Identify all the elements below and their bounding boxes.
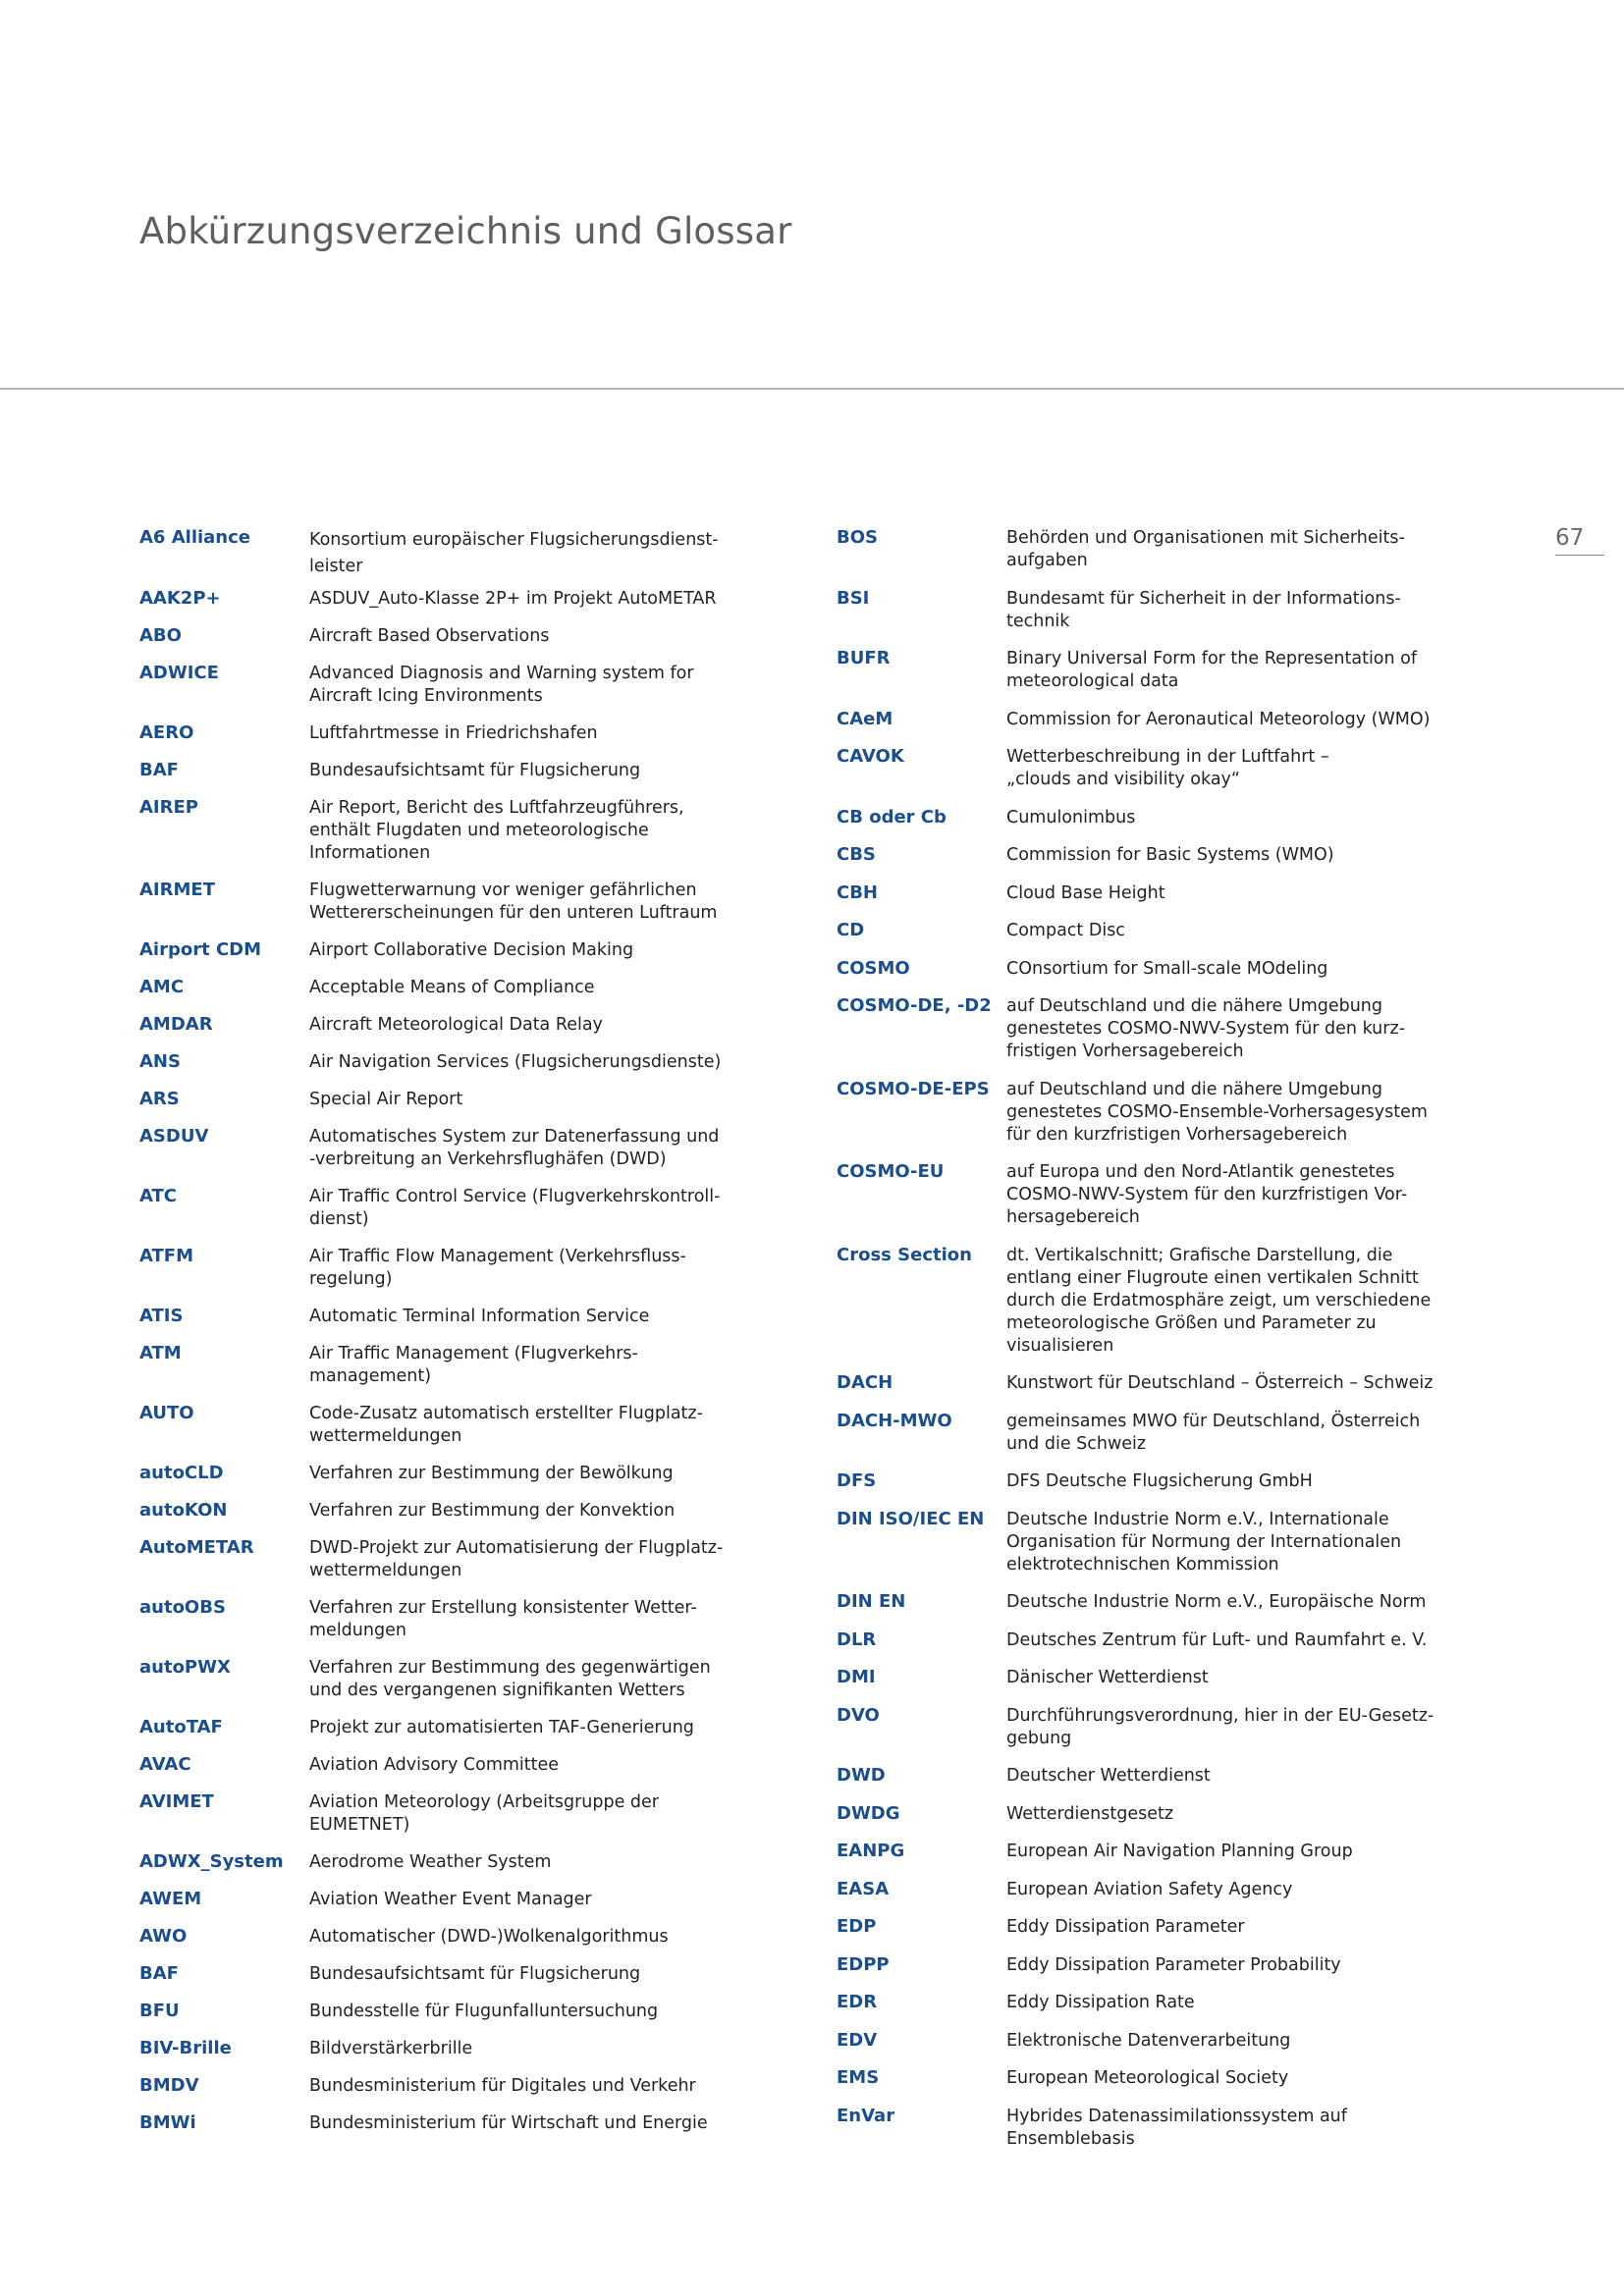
glossary-term: COSMO-EU [837, 1161, 945, 1182]
glossary-definition: Code-Zusatz automatisch erstellter Flugplatz- wettermeldungen [309, 1404, 703, 1446]
glossary-term: DWDG [837, 1802, 900, 1824]
glossary-term: CAVOK [837, 746, 904, 767]
glossary-term: BIV-Brille [139, 2038, 232, 2058]
glossary-term: DIN EN [837, 1591, 906, 1612]
glossary-definition: Verfahren zur Erstellung konsistenter Wetter- meldungen [309, 1598, 697, 1640]
glossary-entry [837, 2106, 1465, 2151]
glossary-definition: auf Deutschland und die nähere Umgebung genestetes COSMO-NWV-System für den kurz- fristigen Vorhersagebereich [1006, 996, 1405, 1061]
glossary-entry [139, 1051, 748, 1074]
glossary-definition: Bundesaufsichtsamt für Flugsicherung [309, 761, 641, 780]
glossary-definition: gemeinsames MWO für Deutschland, Österreich und die Schweiz [1006, 1411, 1421, 1454]
glossary-definition: Aviation Weather Event Manager [309, 1890, 592, 1909]
glossary-definition: Wetterdienstgesetz [1006, 1803, 1174, 1824]
glossary-term: EDV [837, 2029, 878, 2051]
glossary-entry [837, 1372, 1465, 1395]
glossary-entry [837, 844, 1465, 867]
glossary-definition: Aircraft Based Observations [309, 626, 550, 646]
glossary-entry [837, 1470, 1465, 1493]
glossary-entry [139, 2075, 748, 2098]
glossary-term: Cross Section [837, 1244, 972, 1265]
glossary-definition: Automatic Terminal Information Service [309, 1307, 650, 1326]
glossary-entry [139, 977, 748, 999]
glossary-term: AERO [139, 722, 194, 743]
glossary-term: ATIS [139, 1306, 184, 1326]
glossary-definition: European Aviation Safety Agency [1006, 1879, 1293, 1899]
glossary-definition: Verfahren zur Bestimmung der Konvektion [309, 1501, 676, 1521]
glossary-entry [837, 527, 1465, 572]
glossary-entry [139, 1186, 748, 1231]
glossary-definition: dt. Vertikalschnitt; Grafische Darstellung, die entlang einer Flugroute einen vertikalen Schnitt durch die Erdatmosphäre zeigt, um verschiedene meteorologische Größen und Parameter zu visualisieren [1006, 1245, 1432, 1356]
glossary-term: CD [837, 920, 865, 940]
glossary-definition: European Air Navigation Planning Group [1006, 1842, 1353, 1861]
glossary-entry [139, 527, 748, 580]
glossary-definition: Cumulonimbus [1006, 807, 1136, 828]
glossary-definition: Verfahren zur Bestimmung des gegenwärtigen und des vergangenen signifikanten Wetters [309, 1658, 711, 1700]
glossary-entry [139, 1657, 748, 1702]
glossary-entry [139, 1306, 748, 1328]
glossary-definition: Dänischer Wetterdienst [1006, 1668, 1209, 1687]
glossary-term: BFU [139, 2001, 180, 2021]
glossary-definition: Deutscher Wetterdienst [1006, 1766, 1211, 1786]
glossary-entry [139, 1717, 748, 1739]
glossary-entry [139, 588, 748, 611]
glossary-term: ARS [139, 1089, 180, 1109]
glossary-entry [139, 1126, 748, 1171]
glossary-definition: Behörden und Organisationen mit Sicherheits- aufgaben [1006, 528, 1405, 570]
glossary-entry [139, 1963, 748, 1986]
glossary-definition: Deutsche Industrie Norm e.V., Europäische Norm [1006, 1592, 1427, 1612]
glossary-definition: Acceptable Means of Compliance [309, 978, 595, 997]
glossary-entry [837, 709, 1465, 731]
glossary-definition: Eddy Dissipation Rate [1006, 1993, 1195, 2012]
glossary-definition: Aviation Meteorology (Arbeitsgruppe der EUMETNET) [309, 1792, 660, 1835]
glossary-entry [837, 1591, 1465, 1614]
glossary-term: DACH [837, 1372, 893, 1393]
glossary-term: ABO [139, 625, 182, 646]
glossary-term: DMI [837, 1667, 876, 1687]
glossary-entry [139, 880, 748, 925]
glossary-term: A6 Alliance [139, 527, 251, 548]
glossary-entry [837, 588, 1465, 633]
glossary-entry [139, 1754, 748, 1777]
glossary-definition: Air Traffic Control Service (Flugverkehrskontroll- dienst) [309, 1187, 721, 1229]
glossary-entry [837, 1629, 1465, 1652]
glossary-definition: Commission for Aeronautical Meteorology (WMO) [1006, 709, 1431, 729]
glossary-definition: Special Air Report [309, 1090, 463, 1109]
glossary-definition: Verfahren zur Bestimmung der Bewölkung [309, 1464, 674, 1483]
glossary-term: BAF [139, 1963, 179, 1984]
glossary-definition: Hybrides Datenassimilationssystem auf Ensemblebasis [1006, 2106, 1347, 2149]
glossary-entry [139, 939, 748, 962]
glossary-entry [139, 625, 748, 648]
glossary-entry [837, 1161, 1465, 1229]
glossary-term: AIRMET [139, 880, 215, 900]
glossary-entry [139, 760, 748, 782]
glossary-term: DWD [837, 1765, 886, 1786]
glossary-definition: Bildverstärkerbrille [309, 2039, 473, 2058]
glossary-term: AMDAR [139, 1014, 213, 1035]
glossary-term: EASA [837, 1878, 890, 1899]
glossary-term: AutoTAF [139, 1717, 223, 1737]
glossary-term: autoKON [139, 1500, 228, 1521]
glossary-term: DFS [837, 1470, 877, 1491]
glossary-term: CBH [837, 881, 878, 903]
glossary-definition: Airport Collaborative Decision Making [309, 940, 634, 960]
glossary-definition: Eddy Dissipation Parameter [1006, 1917, 1245, 1937]
glossary-definition: auf Deutschland und die nähere Umgebung genestetes COSMO-Ensemble-Vorhersagesystem für den kurzfristigen Vorhersagebereich [1006, 1079, 1428, 1145]
glossary-definition: Cloud Base Height [1006, 882, 1165, 903]
glossary-entry [837, 920, 1465, 942]
glossary-entry [139, 1500, 748, 1522]
glossary-definition: Eddy Dissipation Parameter Probability [1006, 1954, 1341, 1975]
glossary-term: COSMO-DE, -D2 [837, 995, 992, 1016]
glossary-term: ANS [139, 1051, 181, 1072]
glossary-entry [837, 1245, 1465, 1358]
glossary-term: BMWi [139, 2112, 196, 2133]
glossary-term: AWO [139, 1926, 188, 1947]
glossary-entry [139, 1343, 748, 1388]
glossary-definition: COnsortium for Small-scale MOdeling [1006, 958, 1328, 979]
glossary-definition: Bundesaufsichtsamt für Flugsicherung [309, 1964, 641, 1984]
glossary-term: AVAC [139, 1754, 191, 1775]
glossary-term: ASDUV [139, 1126, 209, 1147]
glossary-term: CB oder Cb [837, 806, 947, 828]
glossary-term: COSMO [837, 957, 910, 979]
glossary-definition: Binary Universal Form for the Representation of meteorological data [1006, 649, 1418, 691]
glossary-entry [139, 1089, 748, 1111]
glossary-entry [837, 807, 1465, 829]
glossary-definition: Aerodrome Weather System [309, 1852, 552, 1872]
glossary-column-right [837, 527, 1465, 2165]
glossary-definition: Deutsche Industrie Norm e.V., Internationale Organisation für Normung der Internationalen elektrotechnischen Kommission [1006, 1509, 1402, 1575]
glossary-entry [139, 2001, 748, 2023]
glossary-term: DIN ISO/IEC EN [837, 1508, 985, 1529]
glossary-definition: Bundesministerium für Wirtschaft und Energie [309, 2113, 708, 2133]
glossary-term: AWEM [139, 1889, 202, 1909]
glossary-entry [139, 797, 748, 865]
glossary-definition: Bundesstelle für Flugunfalluntersuchung [309, 2002, 659, 2021]
glossary-definition: Deutsches Zentrum für Luft- und Raumfahrt e. V. [1006, 1629, 1428, 1650]
glossary-entry [837, 995, 1465, 1063]
glossary-entry [837, 2067, 1465, 2090]
glossary-term: BSI [837, 587, 870, 609]
page-title: Abkürzungsverzeichnis und Glossar [139, 210, 792, 252]
glossary-term: autoOBS [139, 1597, 226, 1618]
glossary-entry [139, 1851, 748, 1874]
glossary-definition: Air Traffic Management (Flugverkehrs- management) [309, 1344, 638, 1386]
glossary-definition: Air Traffic Flow Management (Verkehrsfluss- regelung) [309, 1247, 686, 1289]
glossary-term: EANPG [837, 1841, 905, 1861]
glossary-definition: Commission for Basic Systems (WMO) [1006, 845, 1334, 865]
glossary-entry [139, 1014, 748, 1037]
glossary-entry [837, 1954, 1465, 1977]
glossary-entry [139, 663, 748, 708]
glossary-term: AutoMETAR [139, 1537, 254, 1558]
glossary-entry [139, 722, 748, 745]
glossary-definition: Bundesamt für Sicherheit in der Informations- technik [1006, 588, 1401, 631]
glossary-definition: Automatisches System zur Datenerfassung und -verbreitung an Verkehrsflughäfen (DWD) [309, 1127, 720, 1169]
glossary-term: DLR [837, 1629, 877, 1650]
glossary-entry [837, 958, 1465, 981]
page-number: 67 [1555, 525, 1585, 551]
glossary-entry [139, 1463, 748, 1485]
glossary-term: EDR [837, 1992, 878, 2012]
glossary-definition: Aviation Advisory Committee [309, 1755, 560, 1775]
glossary-definition: Bundesministerium für Digitales und Verkehr [309, 2076, 696, 2096]
glossary-term: AUTO [139, 1403, 194, 1423]
glossary-definition: Durchführungsverordnung, hier in der EU-Gesetz- gebung [1006, 1705, 1435, 1748]
glossary-definition: DFS Deutsche Flugsicherung GmbH [1006, 1471, 1313, 1491]
glossary-definition: Kunstwort für Deutschland – Österreich – Schweiz [1006, 1373, 1434, 1393]
glossary-term: AIREP [139, 797, 198, 818]
glossary-term: Airport CDM [139, 939, 262, 960]
glossary-entry [139, 1791, 748, 1837]
glossary-entry [837, 1916, 1465, 1939]
glossary-term: DVO [837, 1704, 880, 1726]
glossary-entry [837, 1841, 1465, 1863]
glossary-term: AMC [139, 977, 185, 997]
glossary-entry [837, 1765, 1465, 1788]
glossary-definition: Aircraft Meteorological Data Relay [309, 1015, 603, 1035]
glossary-entry [837, 1667, 1465, 1689]
glossary-term: EMS [837, 2067, 880, 2088]
glossary-term: BAF [139, 760, 179, 780]
glossary-entry [837, 1992, 1465, 2014]
glossary-term: AVIMET [139, 1791, 214, 1812]
glossary-definition: ASDUV_Auto-Klasse 2P+ im Projekt AutoMETAR [309, 589, 717, 609]
glossary-definition: Luftfahrtmesse in Friedrichshafen [309, 723, 598, 743]
glossary-entry [837, 882, 1465, 905]
glossary-definition: auf Europa und den Nord-Atlantik genestetes COSMO-NWV-System für den kurzfristigen Vor- hersagebereich [1006, 1162, 1408, 1227]
glossary-definition: Automatischer (DWD-)Wolkenalgorithmus [309, 1927, 669, 1947]
glossary-entry [837, 1803, 1465, 1826]
glossary-term: EDPP [837, 1953, 890, 1975]
glossary-column-left [139, 527, 748, 2150]
glossary-definition: Air Navigation Services (Flugsicherungsdienste) [309, 1052, 722, 1072]
glossary-entry [139, 1537, 748, 1582]
glossary-term: autoCLD [139, 1463, 224, 1483]
glossary-term: ATC [139, 1186, 178, 1206]
glossary-definition: Compact Disc [1006, 921, 1125, 940]
glossary-term: BUFR [837, 648, 891, 668]
glossary-term: COSMO-DE-EPS [837, 1078, 990, 1099]
glossary-entry [837, 648, 1465, 693]
glossary-term: BMDV [139, 2075, 199, 2096]
header-divider [0, 388, 1624, 390]
glossary-term: EDP [837, 1916, 877, 1937]
glossary-term: BOS [837, 527, 878, 548]
page-number-underline [1555, 555, 1604, 556]
glossary-term: EnVar [837, 2105, 895, 2126]
glossary-entry [139, 1889, 748, 1911]
glossary-definition: Advanced Diagnosis and Warning system for Aircraft Icing Environments [309, 664, 694, 706]
glossary-definition: Projekt zur automatisierten TAF-Generierung [309, 1718, 694, 1737]
glossary-entry [139, 1403, 748, 1448]
glossary-entry [139, 2038, 748, 2060]
glossary-term: CAeM [837, 708, 893, 729]
glossary-entry [837, 746, 1465, 791]
glossary-entry [837, 1705, 1465, 1750]
glossary-definition: Air Report, Bericht des Luftfahrzeugführers, enthält Flugdaten und meteorologische Informationen [309, 798, 684, 863]
glossary-term: ATFM [139, 1246, 194, 1266]
glossary-term: autoPWX [139, 1657, 231, 1678]
glossary-entry [139, 1246, 748, 1291]
glossary-term: ADWICE [139, 663, 219, 683]
glossary-definition: Wetterbeschreibung in der Luftfahrt – „clouds and visibility okay“ [1006, 747, 1329, 789]
glossary-term: DACH-MWO [837, 1410, 952, 1431]
glossary-definition: DWD-Projekt zur Automatisierung der Flugplatz- wettermeldungen [309, 1538, 724, 1580]
glossary-term: AAK2P+ [139, 588, 221, 609]
glossary-entry [139, 2112, 748, 2135]
glossary-term: CBS [837, 844, 876, 865]
glossary-term: ATM [139, 1343, 182, 1363]
glossary-entry [139, 1926, 748, 1949]
glossary-definition: European Meteorological Society [1006, 2068, 1289, 2088]
glossary-definition: Elektronische Datenverarbeitung [1006, 2030, 1291, 2051]
glossary-term: ADWX_System [139, 1851, 284, 1872]
glossary-entry [837, 1879, 1465, 1901]
glossary-entry [837, 1079, 1465, 1147]
glossary-entry [837, 1411, 1465, 1456]
glossary-entry [837, 2030, 1465, 2053]
glossary-entry [139, 1597, 748, 1642]
glossary-entry [837, 1509, 1465, 1576]
glossary-definition: Konsortium europäischer Flugsicherungsdienst- leister [309, 530, 719, 576]
glossary-definition: Flugwetterwarnung vor weniger gefährlichen Wettererscheinungen für den unteren Luftraum [309, 881, 718, 923]
